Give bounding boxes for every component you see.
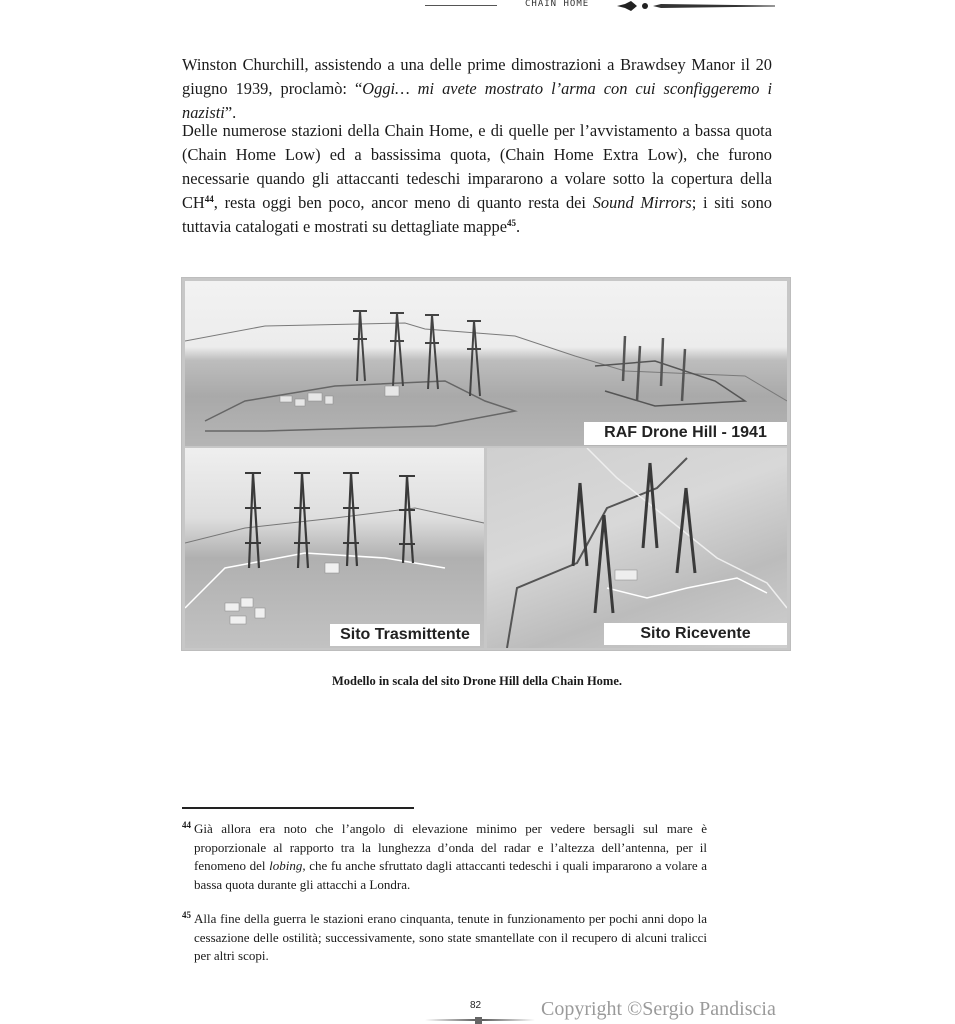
copyright-watermark: Copyright ©Sergio Pandiscia xyxy=(541,998,776,1020)
footnote-45 xyxy=(182,910,707,966)
running-header xyxy=(425,0,775,14)
receiver-site-illustration xyxy=(487,448,787,648)
churchill-quote: Oggi… mi avete mostrato l’arma con cui sconfiggeremo i nazisti xyxy=(182,79,772,122)
italic-term: Sound Mirrors xyxy=(592,193,692,212)
footnote-ref-44[interactable]: 44 xyxy=(204,194,214,204)
italic-term: lobing xyxy=(269,858,303,873)
header-rule xyxy=(425,5,497,6)
paragraph-text: , resta oggi ben poco, ancor meno di quanto resta dei xyxy=(213,193,593,212)
paragraph-text: Winston Churchill, assistendo a una delle prime dimostrazioni a Brawdsey Manor il 20 giugno 1939, proclamò: “ xyxy=(182,55,772,98)
body-paragraph-1 xyxy=(182,53,772,125)
running-title: CHAIN HOME xyxy=(525,0,590,9)
footnote-number: 44 xyxy=(182,820,191,830)
photo-panel-receiver xyxy=(487,448,787,648)
paragraph-text: Delle numerose stazioni della Chain Home, e di quelle per l’avvistamento a bassa quota (Chain Home Low) ed a bassissima quota, (Chain Home Extra Low), che furono necessarie quando gli attaccanti tedeschi impararono a volare sotto la copertura della CH xyxy=(182,121,772,212)
label-raf-drone-hill: RAF Drone Hill - 1941 xyxy=(584,422,787,445)
photo-panel-transmitter xyxy=(185,448,484,648)
footnote-text: Già allora era noto che l’angolo di elevazione minimo per vedere bersagli sul mare è proporzionale al rapporto tra la lunghezza d’onda del radar e l’altezza dell’antenna, per il fenomeno del xyxy=(194,821,707,873)
figure-caption: Modello in scala del sito Drone Hill della Chain Home. xyxy=(331,674,623,688)
paragraph-text: . xyxy=(515,217,521,236)
paragraph-text: ”. xyxy=(224,103,237,122)
figure-drone-hill-model xyxy=(181,277,791,651)
body-paragraph-2 xyxy=(182,119,772,239)
footnote-44 xyxy=(182,820,707,894)
footer-ornament-icon xyxy=(475,1017,482,1024)
footnote-number: 45 xyxy=(182,910,191,920)
footnote-ref-45[interactable]: 45 xyxy=(506,218,516,228)
header-ornament-icon xyxy=(617,0,775,12)
label-sito-trasmittente: Sito Trasmittente xyxy=(330,624,480,646)
footnote-separator xyxy=(182,807,414,809)
label-sito-ricevente: Sito Ricevente xyxy=(604,623,787,645)
footnote-text: , che fu anche sfruttato dagli attaccanti tedeschi i quali impararono a volare a bassa quota durante gli attacchi a Londra. xyxy=(194,858,707,892)
page-number: 82 xyxy=(470,1000,482,1011)
photo-panel-overview xyxy=(185,281,787,446)
paragraph-text: ; i siti sono tuttavia catalogati e mostrati su dettagliate mappe xyxy=(182,193,773,236)
transmitter-site-illustration xyxy=(185,448,484,648)
footnote-text: Alla fine della guerra le stazioni erano cinquanta, tenute in funzionamento per pochi anni dopo la cessazione delle ostilità; successivamente, sono state smantellate con il recupero di alcuni tralicci per altri scopi. xyxy=(194,911,707,963)
